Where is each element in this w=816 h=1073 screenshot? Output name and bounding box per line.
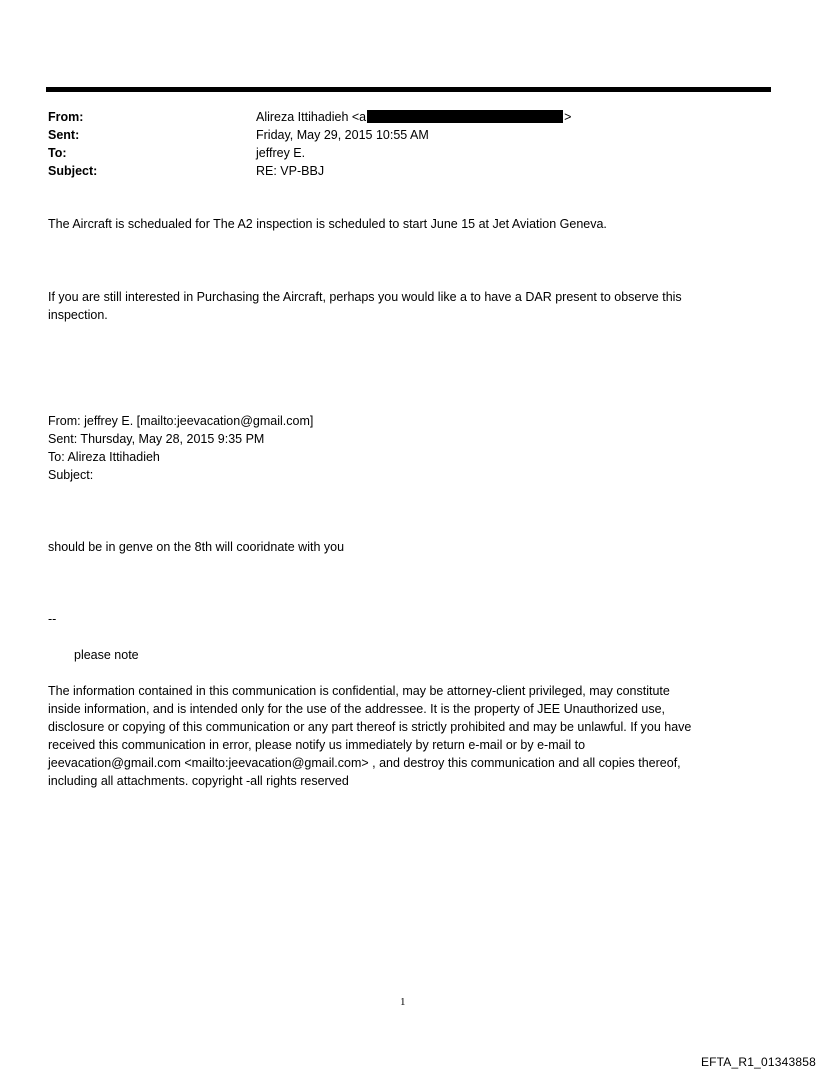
from-value-suffix: > [564,110,572,124]
from-label: From: [48,110,84,124]
header-divider [46,87,771,92]
disclaimer-line: disclosure or copying of this communication or any part thereof is strictly prohibited and may be unlawful. If you have [48,720,692,734]
to-label: To: [48,146,67,160]
from-value [256,108,571,126]
signature-separator: -- [48,612,57,626]
quoted-from-line: From: jeffrey E. [mailto:jeevacation@gmail.com] [48,414,314,428]
disclaimer [48,682,748,790]
quoted-header [48,412,748,484]
sent-value: Friday, May 29, 2015 10:55 AM [256,128,429,142]
disclaimer-line: jeevacation@gmail.com <mailto:jeevacation@gmail.com> , and destroy this communication and all copies thereof, [48,756,681,770]
quoted-subject-line: Subject: [48,468,94,482]
quoted-to-line: To: Alireza Ittihadieh [48,450,160,464]
subject-value: RE: VP-BBJ [256,164,325,178]
quoted-sent-line: Sent: Thursday, May 28, 2015 9:35 PM [48,432,265,446]
document-id: EFTA_R1_01343858 [700,1055,816,1069]
sent-label: Sent: [48,128,80,142]
to-value: jeffrey E. [256,146,306,160]
body-paragraph-2-line-2: inspection. [48,308,108,322]
body-paragraph-2-line-1: If you are still interested in Purchasing the Aircraft, perhaps you would like a to have a DAR present to observe this [48,290,682,304]
disclaimer-line: The information contained in this communication is confidential, may be attorney-client privileged, may constitute [48,684,670,698]
page-number: 1 [400,996,406,1008]
disclaimer-line: including all attachments. copyright -all rights reserved [48,774,349,788]
quoted-message: should be in genve on the 8th will cooridnate with you [48,540,345,554]
redaction-box [367,110,563,123]
disclaimer-line: inside information, and is intended only for the use of the addressee. It is the property of JEE Unauthorized use, [48,702,666,716]
subject-label: Subject: [48,164,98,178]
body-paragraph-1: The Aircraft is schedualed for The A2 inspection is scheduled to start June 15 at Jet Aviation Geneva. [48,217,607,231]
signature-note: please note [74,648,139,662]
from-value-prefix: Alireza Ittihadieh <a [256,110,367,124]
disclaimer-line: received this communication in error, please notify us immediately by return e-mail or by e-mail to [48,738,586,752]
body-paragraph-2 [48,288,748,324]
